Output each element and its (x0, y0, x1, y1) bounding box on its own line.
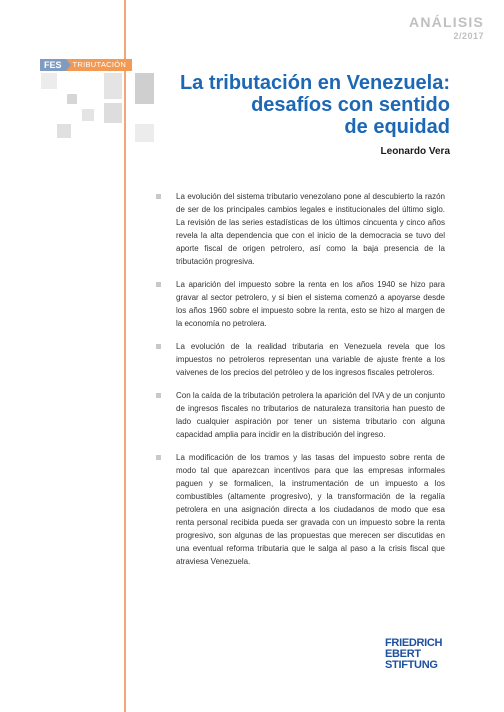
fes-mark: FES (40, 59, 66, 71)
bullet-square-icon (156, 455, 161, 460)
page-divider-line (124, 0, 126, 712)
decorative-square (135, 124, 154, 142)
category-label: TRIBUTACIÓN (71, 59, 133, 71)
decorative-square (41, 73, 57, 89)
decorative-square (104, 103, 122, 123)
summary-list (176, 190, 445, 578)
decorative-square (57, 124, 71, 138)
list-item-text: La evolución de la realidad tributaria en Venezuela revela que los impuestos no petroleros representan una variable de ajuste frente a los vaivenes de los precios del petróleo y de los ingresos fiscales petroleros. (176, 342, 445, 377)
decorative-square (104, 73, 122, 99)
bullet-square-icon (156, 282, 161, 287)
list-item (176, 389, 445, 441)
issue-number: 2/2017 (453, 31, 484, 41)
list-item (176, 278, 445, 330)
decorative-square (82, 109, 94, 121)
logo-line: STIFTUNG (385, 659, 438, 671)
logo-line: EBERT (385, 648, 421, 660)
list-item-text: La aparición del impuesto sobre la renta en los años 1940 se hizo para gravar al sector petrolero, y si bien el sistema comenzó a apoyarse desde los años 1960 sobre el impuesto sobre la renta, esto se hizo al margen de la economía no petrolera. (176, 280, 445, 328)
list-item (176, 190, 445, 268)
author-name: Leonardo Vera (380, 146, 450, 157)
bullet-square-icon (156, 393, 161, 398)
series-label: ANÁLISIS (409, 14, 484, 30)
list-item (176, 451, 445, 568)
fes-logo (385, 638, 442, 671)
bullet-square-icon (156, 344, 161, 349)
decorative-square (135, 73, 154, 104)
list-item (176, 340, 445, 379)
list-item-text: Con la caída de la tributación petrolera la aparición del IVA y de un conjunto de ingresos fiscales no tributarios de naturaleza transitoria han puesto de lado cualquier aspiración por tener un sistema tributario con alguna capacidad amplia para incidir en la distribución del ingreso. (176, 391, 445, 439)
logo-line: FRIEDRICH (385, 637, 443, 649)
category-tag (40, 59, 132, 71)
title-line: La tributación en Venezuela: (179, 72, 450, 94)
document-title (180, 72, 450, 138)
title-line: de equidad (344, 116, 450, 138)
bullet-square-icon (156, 194, 161, 199)
series-header (409, 14, 484, 42)
title-line: desafíos con sentido (251, 94, 450, 116)
decorative-square (67, 94, 77, 104)
list-item-text: La modificación de los tramos y las tasas del impuesto sobre renta de modo tal que aparezcan incentivos para que las empresas informales paguen y se formalicen, la instrumentación de un impuesto a los combustibles (altamente progresivo), y la transformación de la regalía petrolera en una asignación directa a los ciudadanos de modo que esa renta personal recibida pueda ser gravada con un impuesto sobre la renta progresivo, son algunas de las propuestas que merecen ser discutidas en una eventual reforma tributaria que le salga al paso a la crisis fiscal que atraviesa Venezuela. (176, 453, 445, 566)
list-item-text: La evolución del sistema tributario venezolano pone al descubierto la razón de ser de los principales cambios legales e institucionales del último siglo. La revisión de las series estadísticas de los últimos cincuenta y cinco años revela la alta dependencia que con el inicio de la democracia se tuvo del aporte fiscal de origen petrolero, así como la baja presencia de la tributación progresiva. (176, 192, 445, 266)
